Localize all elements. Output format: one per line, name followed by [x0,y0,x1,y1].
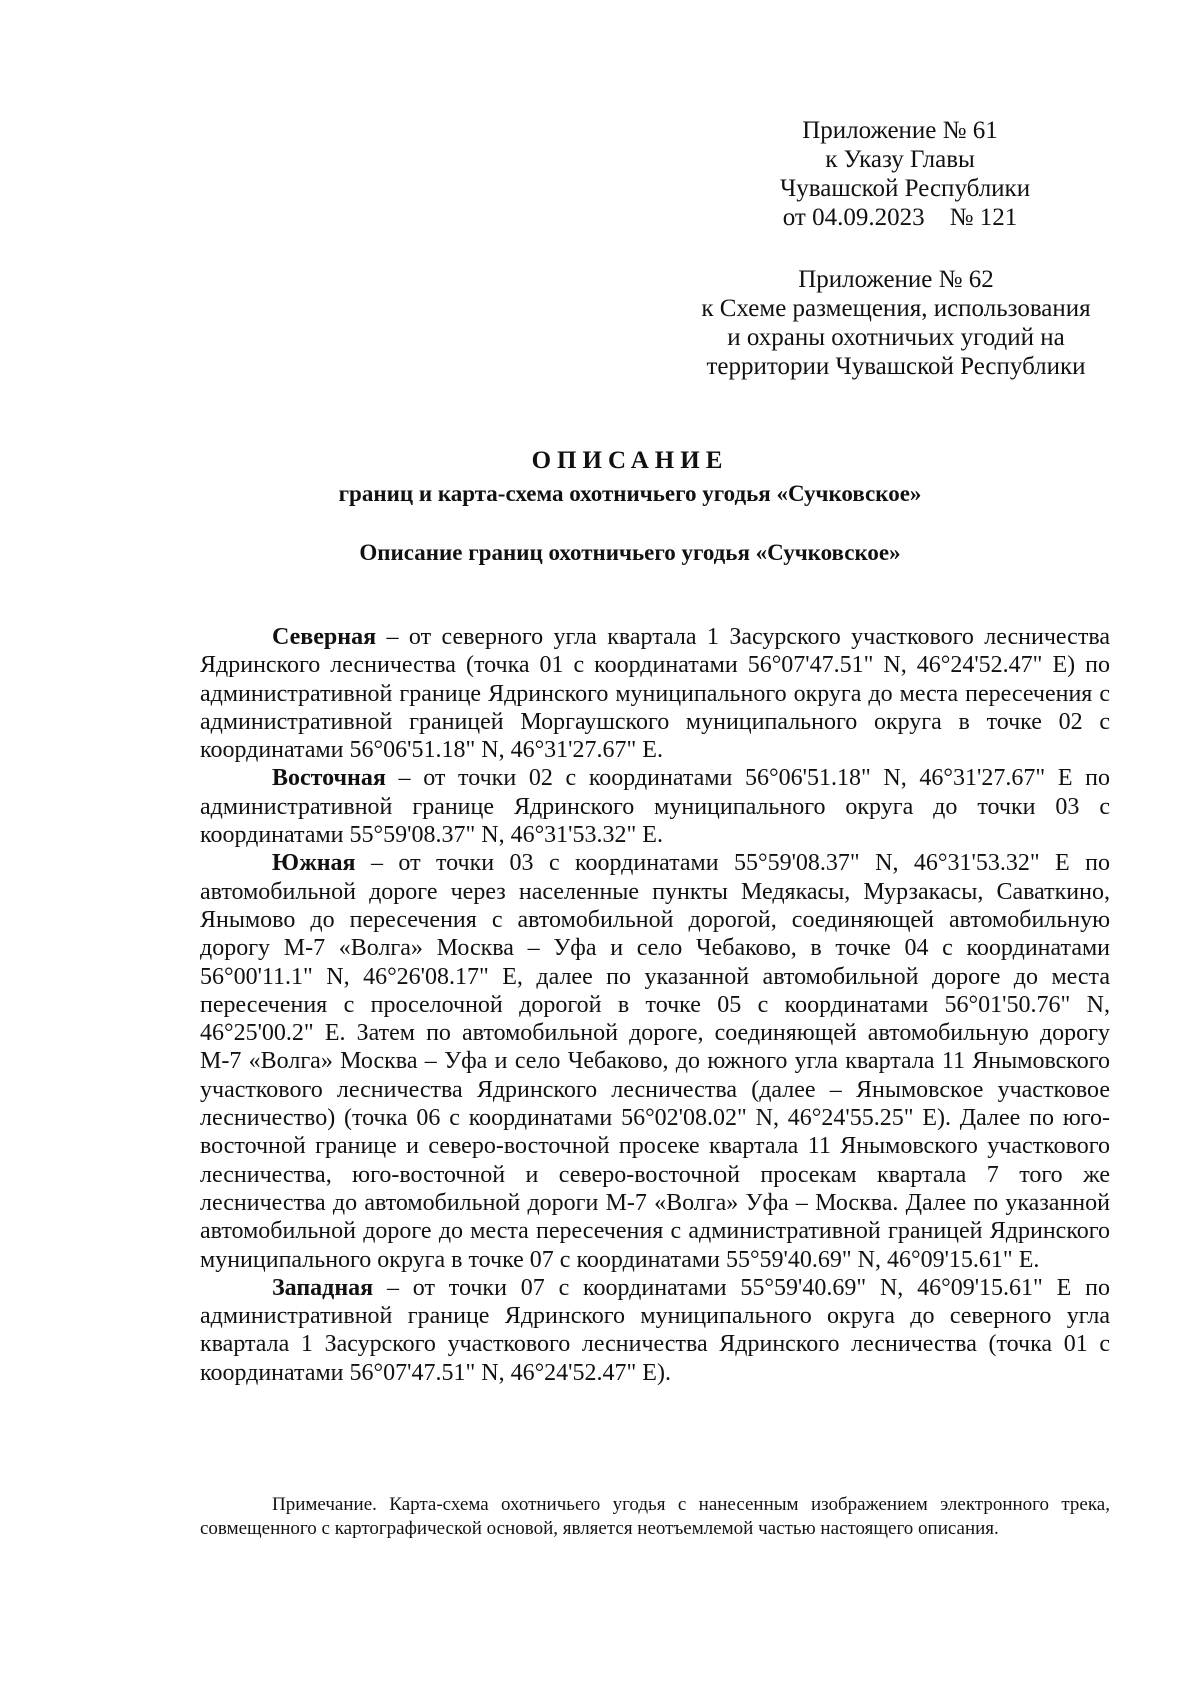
annex-decree-line-4: от 04.09.2023 № 121 [782,204,1018,231]
annex-decree-line-1: Приложение № 61 [802,117,998,144]
title-subtitle: границ и карта-схема охотничьего угодья «Сучковское» [338,481,922,506]
annex-scheme-line-4: территории Чувашской Республики [706,353,1086,380]
boundary-north-label: Северная [272,624,377,650]
annex-decree-line-2: к Указу Главы [825,146,975,173]
boundary-south [200,849,1110,1273]
boundary-south-text: – от точки 03 с координатами 55°59'08.37" N, 46°31'53.32" E по автомобильной дороге через населенные пункты Медякасы, Мурзакасы, Саваткино, Янымово до пересечения с автомобильной дорогой, соединяющей автомобильную дорогу М-7 «Волга» Москва – Уфа и село Чебаково, в точке 04 с координатами 56°00'11.1" N, 46°26'08.17" E, далее по указанной автомобильной дороге до места пересечения с проселочной дорогой в точке 05 с координатами 56°01'50.76" N, 46°25'00.2" E. Затем по автомобильной дороге, соединяющей автомобильную дорогу М-7 «Волга» Москва – Уфа и село Чебаково, до южного угла квартала 11 Янымовского участкового лесничества Ядринского лесничества (далее – Янымовское участковое лесничество) (точка 06 с координатами 56°02'08.02" N, 46°24'55.25" E). Далее по юго-восточной границе и северо-восточной просеке квартала 11 Янымовского участкового лесничества, юго-восточной и северо-восточной просекам квартала 7 того же лесничества до автомобильной дороги М-7 «Волга» Уфа – Москва. Далее по указанной автомобильной дороге до места пересечения с административной границей Ядринского муниципального округа в точке 07 с координатами 55°59'40.69" N, 46°09'15.61" E. [200,850,1110,1273]
annex-scheme-line-2: к Схеме размещения, использования [701,295,1091,322]
annex-decree-header [780,116,1031,232]
boundaries-description [200,623,1110,1387]
boundary-south-label: Южная [272,850,356,877]
document-title [200,444,1060,510]
boundary-east-label: Восточная [272,765,386,792]
section-heading: Описание границ охотничьего угодья «Сучковское» [359,540,901,565]
annex-scheme-line-1: Приложение № 62 [798,266,994,293]
boundary-east [200,764,1110,849]
boundary-west-text: – от точки 07 с координатами 55°59'40.69" N, 46°09'15.61" E по административной границе Ядринского муниципального округа до северного угла квартала 1 Засурского участкового лесничества Ядринского лесничества (точка 01 с координатами 56°07'47.51" N, 46°24'52.47" E). [200,1274,1110,1386]
annex-decree-line-3: Чувашской Республики [780,175,1031,202]
annex-scheme-line-3: и охраны охотничьих угодий на [727,324,1065,351]
boundary-north [200,623,1110,764]
title-main: ОПИСАНИЕ [531,447,729,474]
boundary-west [200,1274,1110,1387]
annex-scheme-header [696,265,1096,381]
boundary-west-label: Западная [272,1274,374,1301]
note: Примечание. Карта-схема охотничьего угодья с нанесенным изображением электронного трека, совмещенного с картографической основой, является неотъемлемой частью настоящего описания. [200,1494,1110,1539]
boundary-north-text: – от северного угла квартала 1 Засурского участкового лесничества Ядринского лесничества (точка 01 с координатами 56°07'47.51" N, 46°24'52.47" E) по административной границе Ядринского муниципального округа до места пересечения с административной границей Моргаушского муниципального округа в точке 02 с координатами 56°06'51.18" N, 46°31'27.67" E. [200,624,1110,764]
boundary-east-text: – от точки 02 с координатами 56°06'51.18" N, 46°31'27.67" E по административной границе Ядринского муниципального округа до точки 03 с координатами 55°59'08.37" N, 46°31'53.32" E. [200,765,1110,849]
